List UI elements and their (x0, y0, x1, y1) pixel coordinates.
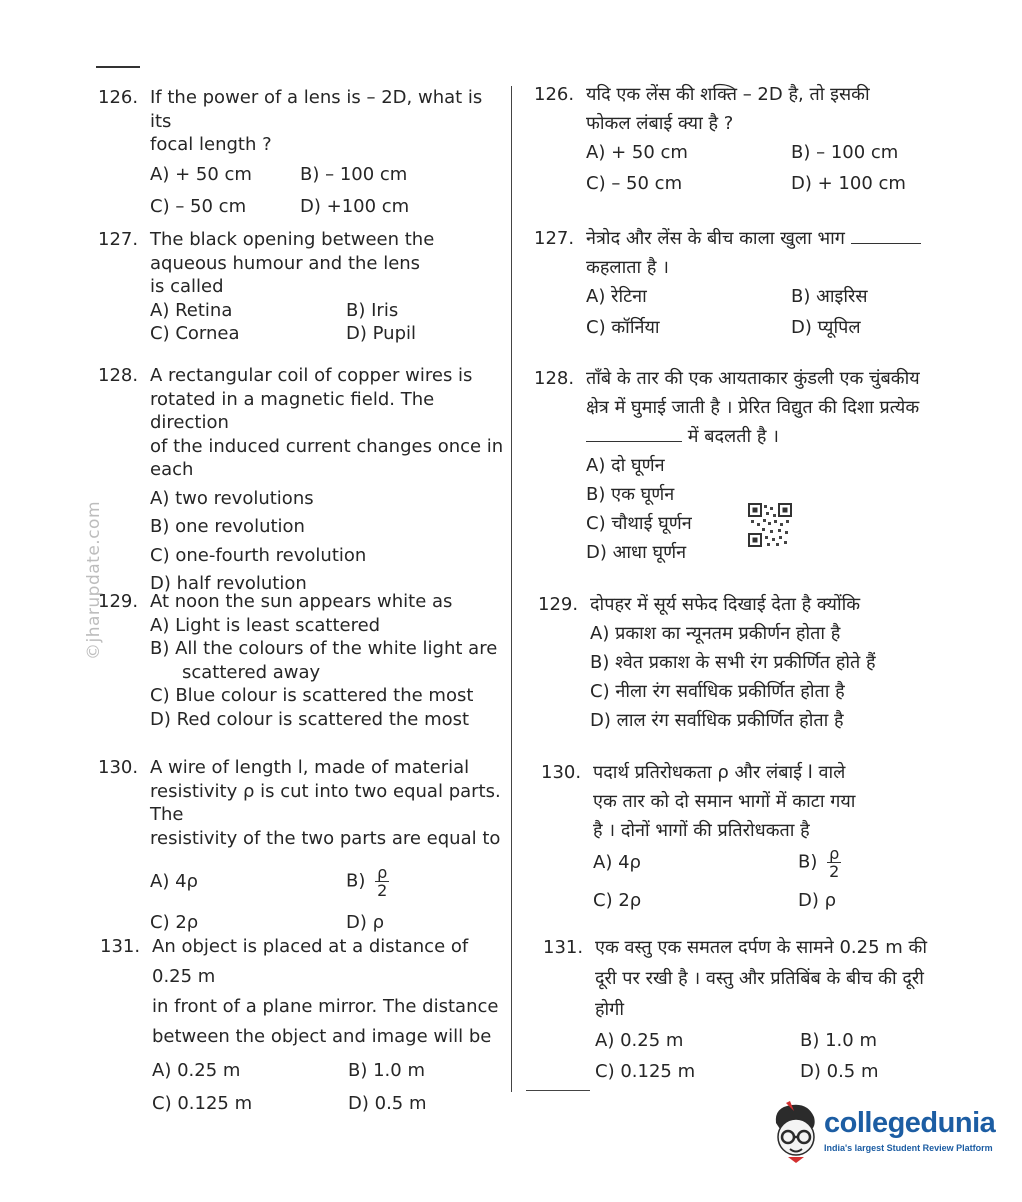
option-c: C) कॉर्निया (586, 317, 660, 338)
option-a: A) 4ρ (593, 852, 641, 873)
option-d: D) ρ (346, 912, 385, 933)
option-d: D) + 100 cm (791, 173, 906, 194)
option-b: B) श्वेत प्रकाश के सभी रंग प्रकीर्णित होते हैं (590, 652, 876, 673)
question-128-en (98, 364, 508, 596)
question-stem: यदि एक लेंस की शक्ति – 2D है, तो इसकी फोकल लंबाई क्या है ? (586, 84, 870, 134)
option-c: C) चौथाई घूर्णन (586, 513, 692, 534)
option-b: B) $\frac{\rho}{2}$ (798, 844, 840, 881)
question-number: 128. (98, 365, 139, 386)
question-number: 129. (98, 591, 139, 612)
option-c: C) 2ρ (150, 912, 199, 933)
question-129-en (98, 590, 508, 731)
option-c: C) Cornea (150, 323, 240, 344)
question-number: 127. (98, 229, 139, 250)
options (590, 619, 978, 735)
option-c: C) – 50 cm (586, 173, 683, 194)
option-a: A) 4ρ (150, 870, 198, 892)
options (593, 845, 981, 915)
option-a: A) Light is least scattered (150, 614, 381, 636)
question-number: 130. (541, 762, 582, 783)
question-131-hi (543, 932, 983, 1087)
option-d: D) +100 cm (300, 196, 410, 217)
option-b: B) 1.0 m (800, 1030, 877, 1051)
options (150, 299, 508, 346)
option-c: C) नीला रंग सर्वाधिक प्रकीर्णित होता है (590, 681, 845, 702)
option-a: A) प्रकाश का न्यूनतम प्रकीर्णन होता है (590, 623, 841, 644)
option-c: C) 0.125 m (595, 1061, 696, 1082)
question-stem: At noon the sun appears white as (150, 591, 453, 612)
question-stem: The black opening between the aqueous humour and the lens is called (150, 229, 435, 297)
options (586, 138, 974, 198)
brand-name: collegedunia (824, 1107, 996, 1139)
option-a: A) two revolutions (150, 487, 314, 509)
question-stem: एक वस्तु एक समतल दर्पण के सामने 0.25 m की दूरी पर रखी है । वस्तु और प्रतिबिंब के बीच की दूरी होगी (595, 937, 928, 1020)
option-d: D) आधा घूर्णन (586, 542, 687, 563)
fraction-rho-over-2: $\frac{\rho}{2}$ (377, 863, 388, 900)
question-stem: An object is placed at a distance of 0.25 m in front of a plane mirror. The distance between the object and image will be (152, 936, 499, 1047)
question-number: 128. (534, 368, 575, 389)
header-mark (96, 66, 140, 74)
question-number: 129. (538, 594, 579, 615)
option-b: B) one revolution (150, 516, 305, 537)
options (150, 163, 508, 219)
footer-rule (526, 1090, 590, 1091)
qr-code-icon (748, 503, 792, 547)
question-131-en (100, 932, 510, 1119)
option-d: D) प्यूपिल (791, 317, 861, 338)
fill-blank (586, 425, 682, 442)
question-stem: पदार्थ प्रतिरोधकता ρ और लंबाई l वाले एक तार को दो समान भागों में काटा गया है । दोनों भागों की प्रतिरोधकता है (593, 762, 856, 841)
question-stem: दोपहर में सूर्य सफेद दिखाई देता है क्योंकि (590, 594, 861, 615)
option-d: D) लाल रंग सर्वाधिक प्रकीर्णित होता है (590, 710, 844, 731)
option-b: B) 1.0 m (348, 1060, 425, 1081)
option-d: D) half revolution (150, 573, 307, 594)
options (586, 282, 974, 342)
question-130-en (98, 756, 508, 935)
option-c: C) Blue colour is scattered the most (150, 685, 474, 706)
options (595, 1025, 983, 1087)
option-a: A) + 50 cm (150, 163, 252, 185)
question-126-en (98, 86, 508, 219)
brand-tagline: India's largest Student Review Platform (824, 1143, 993, 1153)
question-number: 131. (100, 936, 141, 957)
question-number: 130. (98, 757, 139, 778)
collegedunia-logo (764, 1095, 994, 1165)
option-b: B) एक घूर्णन (586, 484, 675, 505)
question-129-hi (538, 590, 978, 735)
option-c: C) one-fourth revolution (150, 544, 367, 566)
option-c: C) 2ρ (593, 890, 642, 911)
question-number: 126. (534, 84, 575, 105)
options (150, 487, 508, 596)
question-stem: If the power of a lens is – 2D, what is its focal length ? (150, 87, 483, 155)
option-b: B) All the colours of the white light are scattered away (150, 638, 498, 683)
option-c: C) – 50 cm (150, 196, 247, 217)
question-130-hi (541, 758, 981, 915)
question-number: 126. (98, 87, 139, 108)
option-d: D) Pupil (346, 323, 416, 344)
option-d: D) ρ (798, 890, 837, 911)
question-127-en (98, 228, 508, 346)
option-a: A) दो घूर्णन (586, 455, 665, 476)
options (150, 864, 508, 935)
option-b: B) आइरिस (791, 286, 868, 307)
question-stem: A rectangular coil of copper wires is rotated in a magnetic field. The direction of the induced current changes once in each (150, 365, 504, 480)
question-stem: A wire of length l, made of material resistivity ρ is cut into two equal parts. The resistivity of the two parts are equal to (150, 757, 501, 849)
options (150, 614, 508, 732)
question-stem: ताँबे के तार की एक आयताकार कुंडली एक चुंबकीय क्षेत्र में घुमाई जाती है । प्रेरित विद्युत की दिशा प्रत्येक में बदलती है । (586, 368, 920, 447)
question-number: 131. (543, 937, 584, 958)
option-b: B) – 100 cm (300, 163, 408, 185)
watermark: ©jharupdate.com (84, 500, 104, 660)
option-d: D) 0.5 m (800, 1061, 879, 1082)
question-126-hi (534, 80, 974, 198)
option-a: A) 0.25 m (152, 1060, 241, 1081)
option-b: B) Iris (346, 299, 399, 321)
option-b: B) – 100 cm (791, 142, 899, 163)
option-a: A) + 50 cm (586, 142, 688, 163)
column-divider (511, 86, 512, 1092)
option-c: C) 0.125 m (152, 1093, 253, 1114)
fraction-rho-over-2: $\frac{\rho}{2}$ (829, 844, 840, 881)
option-a: A) रेटिना (586, 286, 647, 307)
fill-blank (851, 227, 921, 244)
question-stem: नेत्रोद और लेंस के बीच काला खुला भाग कहलाता है । (586, 224, 974, 282)
question-number: 127. (534, 228, 575, 249)
options (152, 1056, 510, 1119)
mascot-icon (768, 1101, 824, 1165)
option-a: A) Retina (150, 299, 233, 321)
option-d: D) Red colour is scattered the most (150, 708, 470, 730)
option-a: A) 0.25 m (595, 1030, 684, 1051)
option-d: D) 0.5 m (348, 1093, 427, 1114)
question-127-hi (534, 224, 974, 342)
option-b: B) $\frac{\rho}{2}$ (346, 863, 388, 900)
